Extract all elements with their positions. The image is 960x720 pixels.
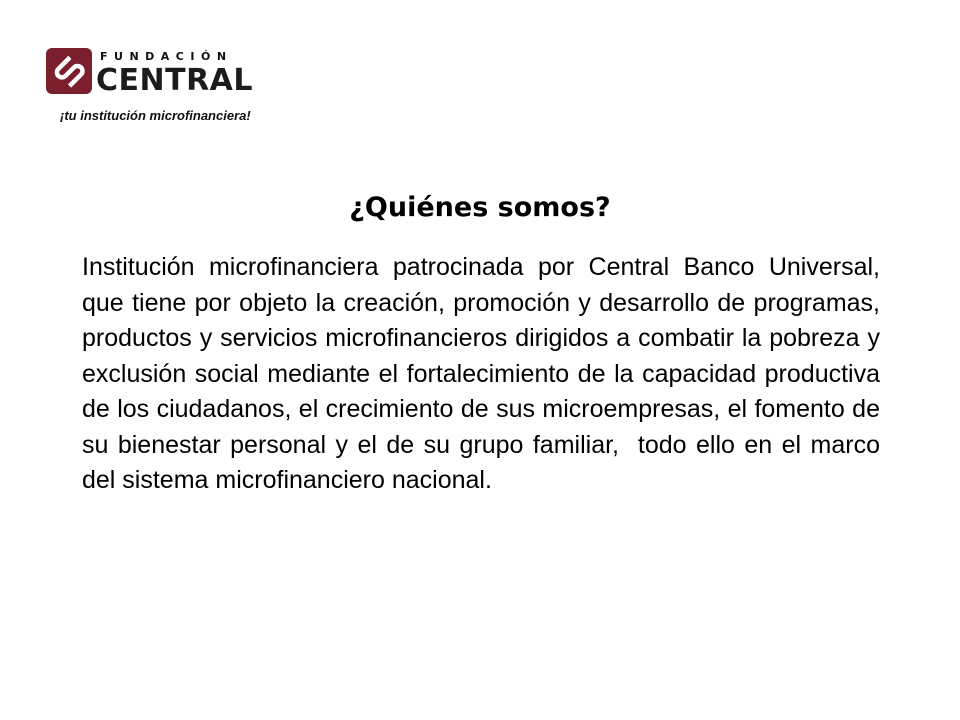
logo-main-text: CENTRAL	[96, 63, 254, 98]
logo-tagline: ¡tu institución microfinanciera!	[60, 108, 251, 123]
slide-heading: ¿Quiénes somos?	[349, 192, 611, 223]
fundacion-central-logo-icon	[46, 48, 92, 94]
slide-body-text: Institución microfinanciera patrocinada por Central Banco Universal, que tiene por objeto la creación, promoción y desarrollo de programas, productos y servicios microfinancieros dirigidos a combatir la pobreza y exclusión social mediante el fortalecimiento de la capacidad productiva de los ciudadanos, el crecimiento de sus microempresas, el fomento de su bienestar personal y el de su grupo familiar, todo ello en el marco del sistema microfinanciero nacional.	[82, 253, 887, 494]
logo	[40, 44, 300, 128]
logo-top-text: FUNDACIÓN	[100, 50, 233, 63]
